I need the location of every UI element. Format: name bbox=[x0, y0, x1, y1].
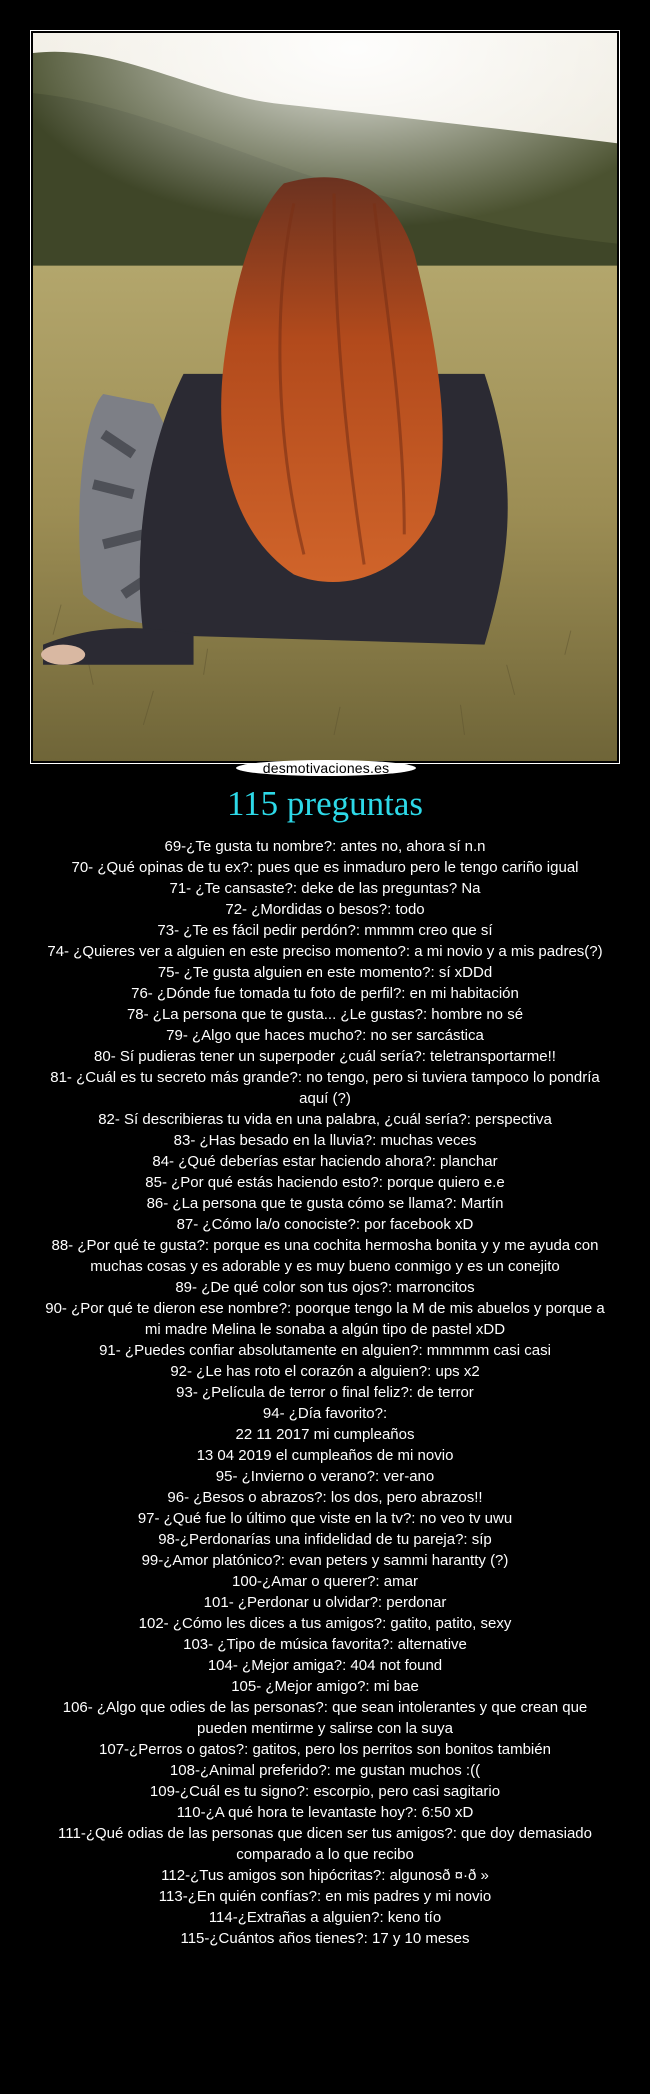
qa-line: 112-¿Tus amigos son hipócritas?: algunosð ¤·ð » bbox=[161, 1867, 489, 1884]
qa-line: 84- ¿Qué deberías estar haciendo ahora?: planchar bbox=[152, 1153, 498, 1170]
qa-line: 103- ¿Tipo de música favorita?: alternative bbox=[183, 1636, 467, 1653]
qa-line: 101- ¿Perdonar u olvidar?: perdonar bbox=[203, 1594, 447, 1611]
profile-photo bbox=[33, 33, 617, 761]
qa-line: 102- ¿Cómo les dices a tus amigos?: gatito, patito, sexy bbox=[138, 1615, 512, 1632]
qa-line: 97- ¿Qué fue lo último que viste en la tv?: no veo tv uwu bbox=[137, 1510, 513, 1527]
qa-line: 70- ¿Qué opinas de tu ex?: pues que es inmaduro pero le tengo cariño igual bbox=[71, 859, 579, 876]
qa-line: 99-¿Amor platónico?: evan peters y sammi harantty (?) bbox=[141, 1552, 509, 1569]
qa-line: 78- ¿La persona que te gusta... ¿Le gustas?: hombre no sé bbox=[126, 1006, 524, 1023]
qa-line: 113-¿En quién confías?: en mis padres y mi novio bbox=[158, 1888, 492, 1905]
qa-line: 93- ¿Película de terror o final feliz?: de terror bbox=[176, 1384, 474, 1401]
qa-line: 105- ¿Mejor amigo?: mi bae bbox=[231, 1678, 419, 1695]
qa-line: 100-¿Amar o querer?: amar bbox=[232, 1573, 418, 1590]
qa-line: 76- ¿Dónde fue tomada tu foto de perfil?: en mi habitación bbox=[131, 985, 519, 1002]
qa-line: 110-¿A qué hora te levantaste hoy?: 6:50 xD bbox=[176, 1804, 474, 1821]
site-logo[interactable]: desmotivaciones.es bbox=[236, 760, 416, 776]
image-frame bbox=[30, 30, 620, 764]
qa-line: 115-¿Cuántos años tienes?: 17 y 10 meses bbox=[180, 1930, 470, 1947]
qa-line: 96- ¿Besos o abrazos?: los dos, pero abrazos!! bbox=[167, 1489, 483, 1506]
photo-illustration bbox=[33, 33, 617, 761]
qa-line: 82- Sí describieras tu vida en una palabra, ¿cuál sería?: perspectiva bbox=[98, 1111, 552, 1128]
qa-line: 88- ¿Por qué te gusta?: porque es una cochita hermosha bonita y y me ayuda con muchas cosas y es adorable y es muy bueno conmigo y es un conejito bbox=[51, 1237, 599, 1275]
qa-line: 114-¿Extrañas a alguien?: keno tío bbox=[208, 1909, 442, 1926]
qa-line: 71- ¿Te cansaste?: deke de las preguntas? Na bbox=[169, 880, 481, 897]
qa-line: 87- ¿Cómo la/o conociste?: por facebook xD bbox=[176, 1216, 474, 1233]
qa-line: 91- ¿Puedes confiar absolutamente en alguien?: mmmmm casi casi bbox=[99, 1342, 551, 1359]
qa-line: 83- ¿Has besado en la lluvia?: muchas veces bbox=[173, 1132, 477, 1149]
qa-line: 72- ¿Mordidas o besos?: todo bbox=[225, 901, 425, 918]
qa-line: 89- ¿De qué color son tus ojos?: marroncitos bbox=[175, 1279, 475, 1296]
question-answer-list bbox=[40, 836, 610, 1949]
qa-line: 95- ¿Invierno o verano?: ver-ano bbox=[215, 1468, 435, 1485]
qa-line: 22 11 2017 mi cumpleaños bbox=[235, 1426, 415, 1443]
qa-line: 13 04 2019 el cumpleaños de mi novio bbox=[196, 1447, 454, 1464]
qa-line: 92- ¿Le has roto el corazón a alguien?: ups x2 bbox=[170, 1363, 480, 1380]
qa-line: 109-¿Cuál es tu signo?: escorpio, pero casi sagitario bbox=[149, 1783, 501, 1800]
qa-line: 81- ¿Cuál es tu secreto más grande?: no tengo, pero si tuviera tampoco lo pondría aquí (?) bbox=[50, 1069, 600, 1107]
qa-line: 80- Sí pudieras tener un superpoder ¿cuál sería?: teletransportarme!! bbox=[94, 1048, 556, 1065]
qa-line: 90- ¿Por qué te dieron ese nombre?: poorque tengo la M de mis abuelos y porque a mi madre Melina le sonaba a algún tipo de pastel xDD bbox=[45, 1300, 605, 1338]
qa-line: 94- ¿Día favorito?: bbox=[262, 1405, 388, 1422]
qa-line: 86- ¿La persona que te gusta cómo se llama?: Martín bbox=[146, 1195, 504, 1212]
post-title: 115 preguntas bbox=[226, 784, 424, 823]
qa-line: 74- ¿Quieres ver a alguien en este preciso momento?: a mi novio y a mis padres(?) bbox=[47, 943, 603, 960]
qa-line: 73- ¿Te es fácil pedir perdón?: mmmm creo que sí bbox=[157, 922, 493, 939]
qa-line: 75- ¿Te gusta alguien en este momento?: sí xDDd bbox=[157, 964, 493, 981]
qa-line: 111-¿Qué odias de las personas que dicen ser tus amigos?: que doy demasiado comparado a lo que recibo bbox=[58, 1825, 592, 1863]
qa-line: 98-¿Perdonarías una infidelidad de tu pareja?: síp bbox=[158, 1531, 492, 1548]
qa-line: 107-¿Perros o gatos?: gatitos, pero los perritos son bonitos también bbox=[99, 1741, 551, 1758]
qa-line: 79- ¿Algo que haces mucho?: no ser sarcástica bbox=[166, 1027, 484, 1044]
qa-line: 108-¿Animal preferido?: me gustan muchos :(( bbox=[169, 1762, 481, 1779]
qa-line: 106- ¿Algo que odies de las personas?: que sean intolerantes y que crean que pueden mentirme y salirse con la suya bbox=[62, 1699, 588, 1737]
qa-line: 104- ¿Mejor amiga?: 404 not found bbox=[207, 1657, 443, 1674]
qa-line: 69-¿Te gusta tu nombre?: antes no, ahora sí n.n bbox=[164, 838, 486, 855]
qa-line: 85- ¿Por qué estás haciendo esto?: porque quiero e.e bbox=[145, 1174, 505, 1191]
